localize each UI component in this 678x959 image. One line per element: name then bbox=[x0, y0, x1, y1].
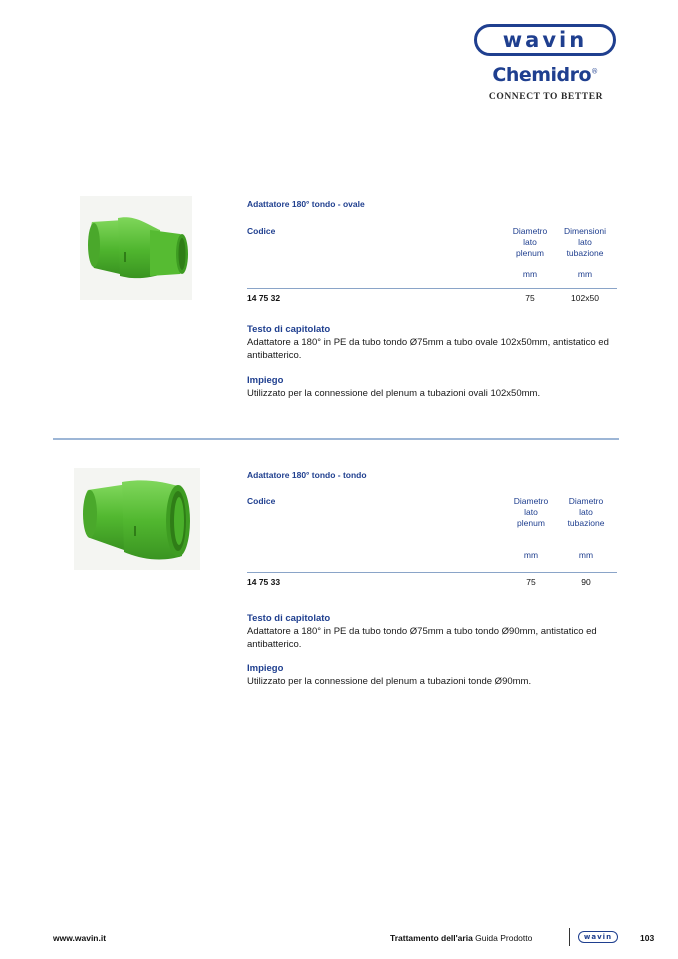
product-title: Adattatore 180° tondo - ovale bbox=[247, 199, 365, 209]
chemidro-logo-text: Chemidro bbox=[492, 64, 592, 86]
product-code: 14 75 33 bbox=[247, 577, 281, 587]
column-header-line: tubazione bbox=[566, 248, 604, 258]
column-header-line: lato bbox=[579, 507, 593, 517]
table-rule bbox=[247, 572, 617, 573]
table-cell: 75 bbox=[525, 293, 535, 303]
use-label: Impiego bbox=[247, 375, 284, 386]
unit-label: mm bbox=[522, 269, 538, 279]
spec-label: Testo di capitolato bbox=[247, 613, 331, 624]
use-label: Impiego bbox=[247, 663, 284, 674]
wavin-logo bbox=[474, 24, 616, 56]
table-cell: 90 bbox=[581, 577, 591, 587]
column-header-line: tubazione bbox=[567, 518, 605, 528]
column-header-dimensioni-tubazione bbox=[555, 226, 615, 259]
brand-tagline: CONNECT TO BETTER bbox=[488, 92, 604, 102]
use-text: Utilizzato per la connessione del plenum a tubazioni tonde Ø90mm. bbox=[247, 676, 532, 687]
product-title: Adattatore 180° tondo - tondo bbox=[247, 470, 367, 480]
column-header-diametro-plenum bbox=[500, 226, 560, 259]
table-rule bbox=[247, 288, 617, 289]
spec-label: Testo di capitolato bbox=[247, 324, 331, 335]
column-header-line: Diametro bbox=[512, 226, 548, 236]
section-divider bbox=[53, 438, 619, 440]
chemidro-logo bbox=[480, 64, 610, 86]
unit-label: mm bbox=[577, 269, 593, 279]
spec-text: Adattatore a 180° in PE da tubo tondo Ø75mm a tubo ovale 102x50mm, antistatico ed antibatterico. bbox=[247, 337, 609, 361]
column-header-line: lato bbox=[578, 237, 592, 247]
footer-section-rest: Guida Prodotto bbox=[475, 933, 533, 943]
column-header-diametro-tubazione bbox=[556, 496, 616, 529]
table-cell: 75 bbox=[526, 577, 536, 587]
codice-label: Codice bbox=[247, 496, 276, 506]
table-cell: 102x50 bbox=[571, 293, 599, 303]
oval-adapter-image bbox=[80, 196, 192, 300]
round-adapter-image bbox=[74, 468, 200, 570]
registered-mark: ® bbox=[591, 67, 598, 76]
column-header-diametro-plenum bbox=[501, 496, 561, 529]
footer-section-title bbox=[390, 933, 532, 943]
column-header-line: lato bbox=[524, 507, 538, 517]
column-header-line: lato bbox=[523, 237, 537, 247]
codice-label: Codice bbox=[247, 226, 276, 236]
page-number: 103 bbox=[640, 933, 655, 943]
footer-wavin-logo bbox=[578, 931, 618, 943]
use-text: Utilizzato per la connessione del plenum a tubazioni ovali 102x50mm. bbox=[247, 388, 541, 399]
spec-text: Adattatore a 180° in PE da tubo tondo Ø75mm a tubo tondo Ø90mm, antistatico ed antibatterico. bbox=[247, 626, 597, 650]
footer-section-bold: Trattamento dell'aria bbox=[390, 933, 473, 943]
column-header-line: plenum bbox=[516, 248, 544, 258]
column-header-line: Diametro bbox=[513, 496, 549, 506]
footer-website[interactable]: www.wavin.it bbox=[53, 933, 107, 943]
unit-label: mm bbox=[578, 550, 594, 560]
footer-divider bbox=[569, 928, 570, 946]
column-header-line: Diametro bbox=[568, 496, 604, 506]
unit-label: mm bbox=[523, 550, 539, 560]
column-header-line: plenum bbox=[517, 518, 545, 528]
wavin-logo-text: wavin bbox=[502, 27, 588, 52]
column-header-line: Dimensioni bbox=[563, 226, 607, 236]
product-code: 14 75 32 bbox=[247, 293, 281, 303]
footer-logo-text: wavin bbox=[583, 932, 613, 941]
